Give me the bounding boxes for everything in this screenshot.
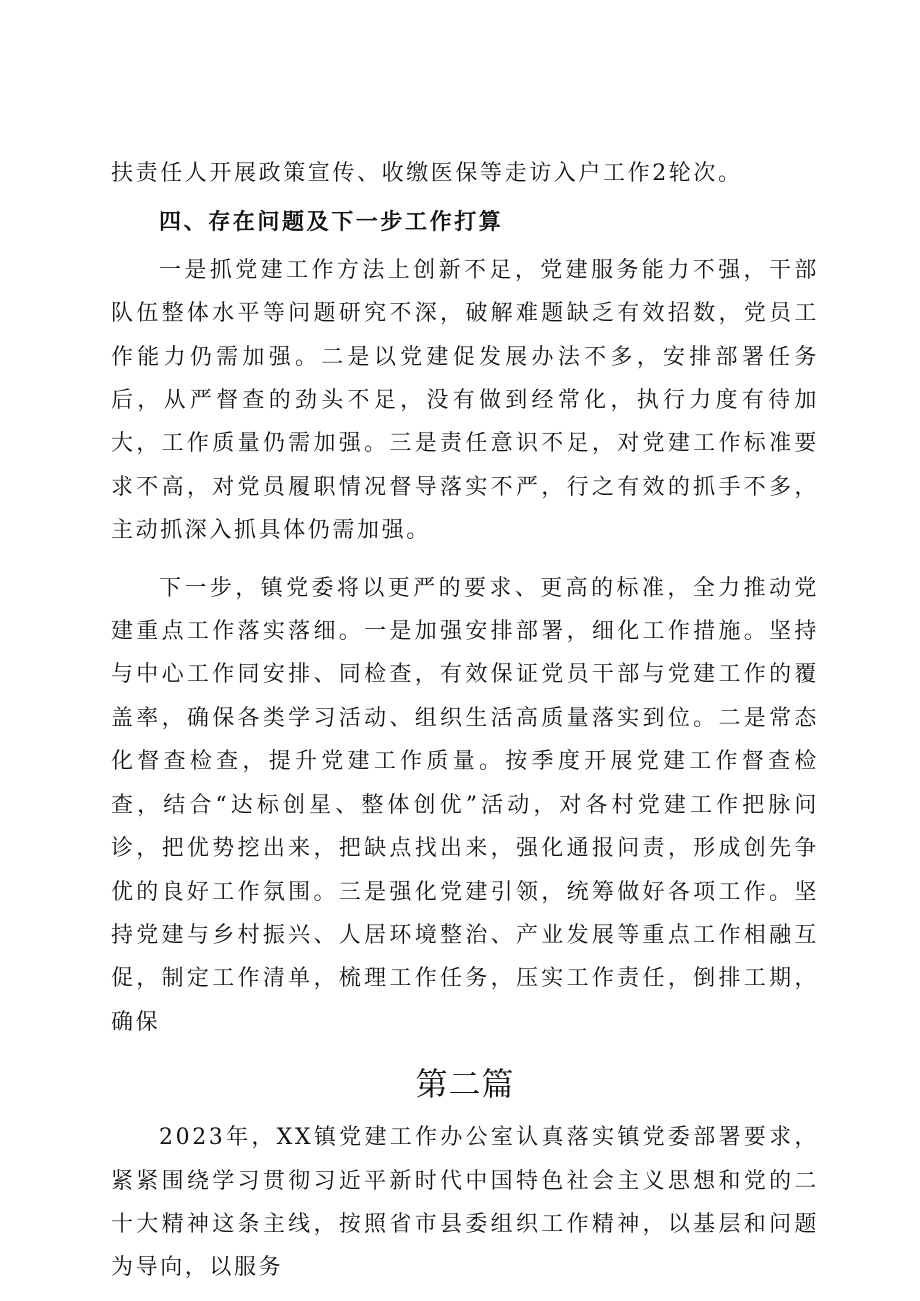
- section-title: 第二篇: [415, 1065, 515, 1104]
- document-body: [111, 152, 819, 1290]
- paragraph-continued: 扶责任人开展政策宣传、收缴医保等走访入户工作2轮次。: [111, 161, 743, 186]
- paragraph-second-intro: 2023年，XX镇党建工作办公室认真落实镇党委部署要求，紧紧围绕学习贯彻习近平新时代中国特色社会主义思想和党的二十大精神这条主线，按照省市县委组织工作精神，以基层和问题为导向，以服务: [111, 1125, 819, 1281]
- section-heading: 四、存在问题及下一步工作打算: [159, 210, 504, 236]
- paragraph-problems: 一是抓党建工作方法上创新不足，党建服务能力不强，干部队伍整体水平等问题研究不深，破解难题缺乏有效招数，党员工作能力仍需加强。二是以党建促发展办法不多，安排部署任务后，从严督查的劲头不足，没有做到经常化，执行力度有待加大，工作质量仍需加强。三是责任意识不足，对党建工作标准要求不高，对党员履职情况督导落实不严，行之有效的抓手不多，主动抓深入抓具体仍需加强。: [111, 257, 819, 544]
- paragraph-gap: [111, 553, 819, 567]
- paragraph-next-steps: 下一步，镇党委将以更严的要求、更高的标准，全力推动党建重点工作落实落细。一是加强安排部署，细化工作措施。坚持与中心工作同安排、同检查，有效保证党员干部与党建工作的覆盖率，确保各类学习活动、组织生活高质量落实到位。二是常态化督查检查，提升党建工作质量。按季度开展党建工作督查检查，结合“达标创星、整体创优”活动，对各村党建工作把脉问诊，把优势挖出来，把缺点找出来，强化通报问责，形成创先争优的良好工作氛围。三是强化党建引领，统筹做好各项工作。坚持党建与乡村振兴、人居环境整治、产业发展等重点工作相融互促，制定工作清单，梳理工作任务，压实工作责任，倒排工期，确保: [111, 575, 819, 1035]
